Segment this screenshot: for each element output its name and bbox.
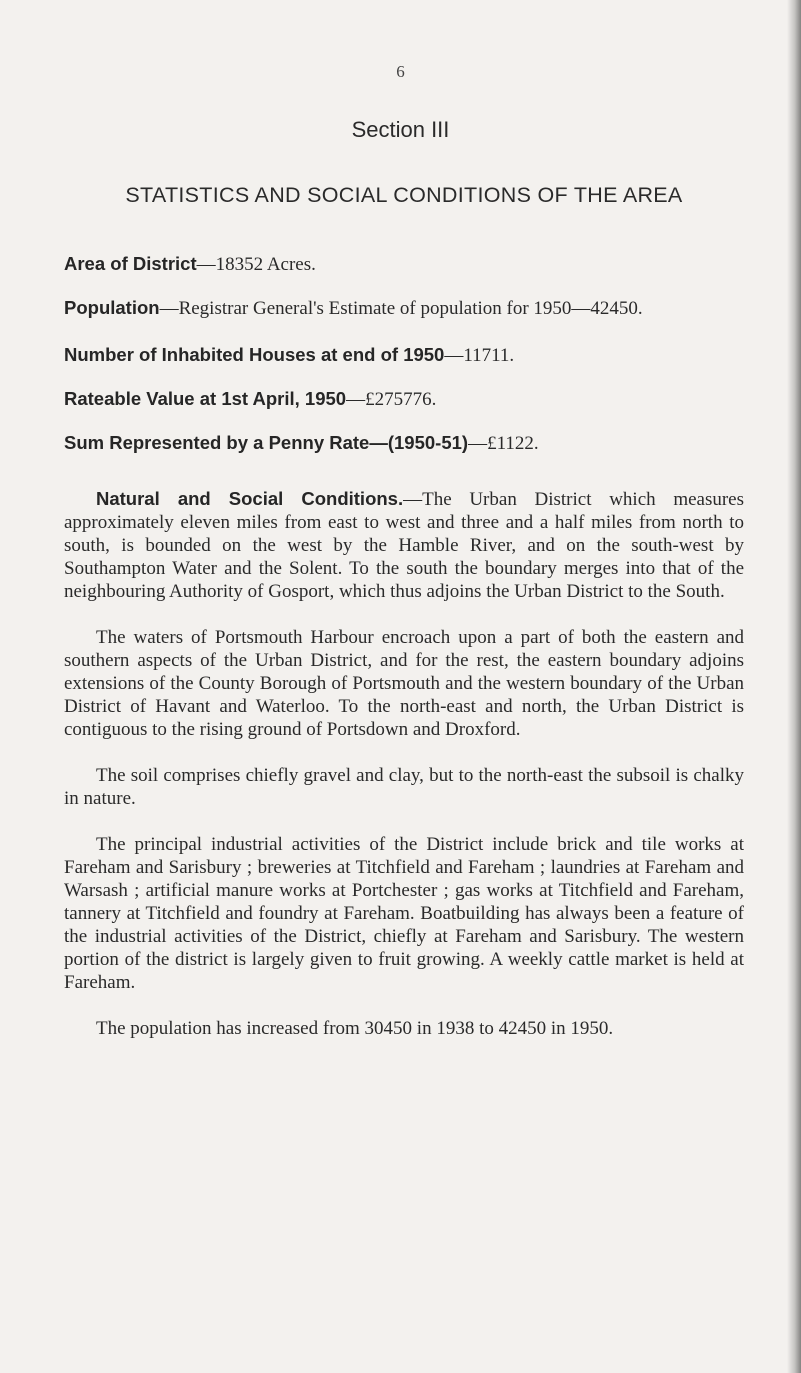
section-title: Section III <box>351 117 450 142</box>
penny-rate-label: Sum Represented by a Penny Rate—(1950-51) <box>64 432 469 453</box>
houses-label: Number of Inhabited Houses at end of 1950 <box>64 344 445 365</box>
main-heading: STATISTICS AND SOCIAL CONDITIONS OF THE AREA <box>125 183 683 207</box>
natural-conditions-paragraph <box>64 487 744 603</box>
population-value: —Registrar General's Estimate of population for 1950—42450. <box>159 298 643 319</box>
harbour-paragraph: The waters of Portsmouth Harbour encroach upon a part of both the eastern and southern aspects of the Urban District, and for the rest, the eastern boundary adjoins extensions of the County Borough of Portsmouth and the western boundary of the Urban District of Havant and Waterloo. To the north-east and north, the Urban District is contiguous to the rising ground of Portsdown and Droxford. <box>64 627 744 740</box>
area-value: —18352 Acres. <box>196 254 316 275</box>
population-growth-paragraph: The population has increased from 30450 in 1938 to 42450 in 1950. <box>96 1018 614 1039</box>
houses-value: —11711. <box>444 345 515 366</box>
penny-rate-value: —£1122. <box>468 433 539 454</box>
natural-conditions-label: Natural and Social Conditions. <box>96 488 404 509</box>
rateable-value: —£275776. <box>346 389 437 410</box>
page-edge-shadow <box>787 0 801 1373</box>
houses-statement <box>64 343 744 367</box>
document-body <box>64 252 744 1063</box>
population-label: Population <box>64 297 160 318</box>
rateable-label: Rateable Value at 1st April, 1950 <box>64 388 347 409</box>
page-number: 6 <box>396 62 405 81</box>
area-label: Area of District <box>64 253 197 274</box>
rateable-statement <box>64 387 744 411</box>
industry-paragraph: The principal industrial activities of the District include brick and tile works at Fareham and Sarisbury ; breweries at Titchfield and Fareham ; laundries at Fareham and Warsash ; artificial manure works at Portchester ; gas works at Titchfield and Fareham, tannery at Titchfield and foundry at Fareham. Boatbuilding has always been a feature of the industrial activities of the District, chiefly at Fareham and Sarisbury. The western portion of the district is largely given to fruit growing. A weekly cattle market is held at Fareham. <box>64 834 744 993</box>
soil-paragraph: The soil comprises chiefly gravel and clay, but to the north-east the subsoil is chalky in nature. <box>64 765 744 809</box>
area-statement <box>64 252 744 276</box>
population-statement <box>64 296 744 320</box>
natural-conditions-text: —The Urban District which measures approximately eleven miles from east to west and three and a half miles from north to south, is bounded on the west by the Hamble River, and on the south-west by Southampton Water and the Solent. To the south the boundary merges into that of the neighbouring Authority of Gosport, which thus adjoins the Urban District to the South. <box>64 489 745 602</box>
penny-rate-statement <box>64 431 744 455</box>
